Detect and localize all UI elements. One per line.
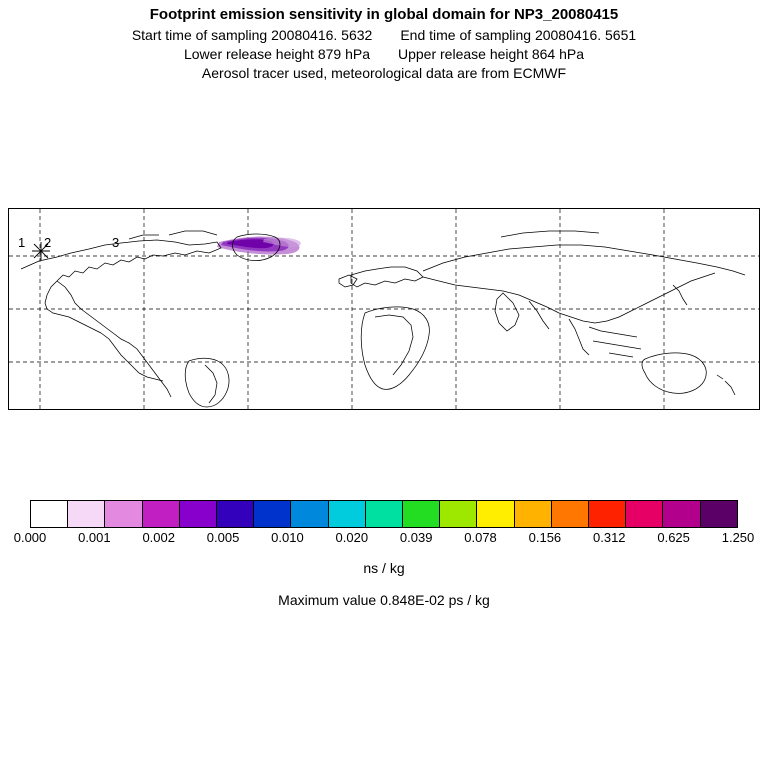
page-title: Footprint emission sensitivity in global domain for NP3_20080415	[149, 6, 619, 23]
release-marker-3-label: 3	[112, 235, 120, 250]
colorbar-segment	[291, 501, 328, 527]
colorbar-tick-label: 0.625	[657, 530, 690, 545]
colorbar-segment	[180, 501, 217, 527]
end-time-label: End time of sampling 20080416. 5651	[400, 27, 637, 43]
release-marker-1-label: 1	[18, 235, 26, 250]
colorbar-segment	[143, 501, 180, 527]
colorbar-segment	[254, 501, 291, 527]
colorbar-unit-label: ns / kg	[363, 560, 405, 576]
colorbar-gradient	[30, 500, 738, 528]
lower-release-height-label: Lower release height 879 hPa	[183, 46, 370, 62]
colorbar-segment	[31, 501, 68, 527]
colorbar-segment	[440, 501, 477, 527]
colorbar-tick-label: 1.250	[721, 530, 755, 545]
colorbar-tick-label: 0.005	[206, 530, 240, 545]
upper-release-height-label: Upper release height 864 hPa	[398, 46, 585, 62]
world-map-svg	[9, 209, 759, 409]
colorbar	[13, 500, 755, 545]
colorbar-segment	[552, 501, 589, 527]
release-marker-2-label: 2	[44, 235, 52, 250]
colorbar-tick-label: 0.010	[271, 530, 304, 545]
start-time-label: Start time of sampling 20080416. 5632	[131, 27, 373, 43]
colorbar-tick-label: 0.156	[528, 530, 562, 545]
tracer-label: Aerosol tracer used, meteorological data are from ECMWF	[201, 65, 567, 81]
colorbar-segment	[68, 501, 105, 527]
colorbar-segment	[105, 501, 142, 527]
colorbar-tick-label: 0.312	[592, 530, 626, 545]
maximum-value-label: Maximum value 0.848E-02 ps / kg	[278, 592, 490, 608]
colorbar-tick-label: 0.000	[13, 530, 47, 545]
chart-header	[0, 0, 768, 81]
colorbar-tick-label: 0.078	[464, 530, 497, 545]
map-plot-area	[8, 208, 760, 410]
map-gridlines	[9, 209, 759, 409]
colorbar-segment	[477, 501, 514, 527]
release-height-line	[0, 46, 768, 62]
colorbar-segment	[217, 501, 254, 527]
colorbar-segment	[329, 501, 366, 527]
colorbar-tick-label: 0.002	[142, 530, 175, 545]
colorbar-segment	[626, 501, 663, 527]
plume-overlay	[217, 237, 301, 255]
colorbar-segment	[366, 501, 403, 527]
colorbar-segment	[515, 501, 552, 527]
colorbar-segment	[589, 501, 626, 527]
colorbar-ticks	[13, 528, 755, 545]
colorbar-segment	[701, 501, 737, 527]
map-container	[8, 208, 760, 410]
sampling-time-line	[0, 27, 768, 43]
colorbar-tick-label: 0.020	[335, 530, 369, 545]
colorbar-tick-label: 0.001	[78, 530, 111, 545]
coastlines	[21, 231, 745, 407]
colorbar-tick-label: 0.039	[399, 530, 433, 545]
colorbar-segment	[403, 501, 440, 527]
colorbar-segment	[663, 501, 700, 527]
